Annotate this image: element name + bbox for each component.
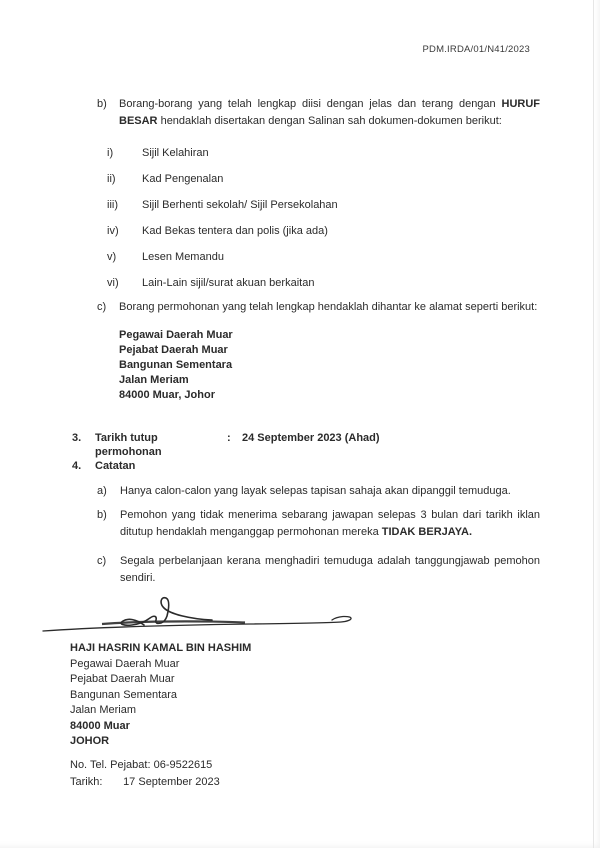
list-item: [107, 198, 540, 212]
document-list: [107, 146, 540, 302]
notes-heading: Catatan: [95, 460, 136, 472]
signatory-line: Pegawai Daerah Muar: [70, 657, 180, 670]
list-item-text: Kad Bekas tentera dan polis (jika ada): [142, 225, 328, 237]
notes-heading-row: [72, 459, 540, 473]
address-line: Pejabat Daerah Muar: [119, 344, 228, 356]
note-a: [97, 483, 540, 500]
note-a-text: Hanya calon-calon yang layak selepas tapisan sahaja akan dipanggil temuduga.: [120, 485, 511, 497]
date-line: [70, 774, 220, 791]
clause-b-text-after: hendaklah disertakan dengan Salinan sah dokumen-dokumen berikut:: [157, 115, 502, 127]
clause-b: [97, 96, 540, 130]
note-b-text-normal: Pemohon yang tidak menerima sebarang jawapan selepas 3 bulan dari tarikh iklan ditutup hendaklah menganggap permohonan mereka: [120, 509, 540, 538]
note-a-marker: a): [97, 485, 107, 497]
note-b: [97, 507, 540, 541]
closing-date-row: [72, 431, 540, 459]
signatory-line: Bangunan Sementara: [70, 688, 178, 701]
clause-b-text: [119, 96, 540, 130]
note-b-text: [120, 507, 540, 541]
reference-number: PDM.IRDA/01/N41/2023: [422, 44, 530, 55]
signatory-name: HAJI HASRIN KAMAL BIN HASHIM: [70, 642, 252, 654]
date-label: Tarikh:: [70, 776, 103, 788]
clause-c: [97, 299, 540, 403]
list-item: [107, 250, 540, 264]
item-3-marker: 3.: [72, 432, 82, 444]
list-marker: vi): [107, 277, 119, 289]
closing-date-colon: :: [227, 432, 231, 444]
list-item-text: Sijil Berhenti sekolah/ Sijil Persekolahan: [142, 199, 338, 211]
clause-c-text: Borang permohonan yang telah lengkap hendaklah dihantar ke alamat seperti berikut:: [119, 301, 538, 313]
phone-line: [70, 757, 220, 774]
footer-block: [70, 757, 220, 791]
list-marker: i): [107, 147, 114, 159]
list-item: [107, 146, 540, 160]
address-line: Jalan Meriam: [119, 374, 189, 386]
closing-date-value: 24 September 2023 (Ahad): [242, 432, 380, 444]
phone-number: 06-9522615: [153, 759, 213, 771]
list-item: [107, 172, 540, 186]
note-c: [97, 553, 540, 587]
date-value: 17 September 2023: [123, 776, 220, 788]
list-marker: iv): [107, 225, 119, 237]
note-b-text-bold: TIDAK BERJAYA.: [381, 526, 473, 538]
closing-date-label: Tarikh tutup permohonan: [95, 432, 162, 458]
list-marker: v): [107, 251, 117, 263]
address-line: Bangunan Sementara: [119, 359, 233, 371]
item-4-marker: 4.: [72, 460, 82, 472]
list-item-text: Lain-Lain sijil/surat akuan berkaitan: [142, 277, 315, 289]
signatory-line: Jalan Meriam: [70, 704, 137, 716]
mailing-address: [119, 328, 540, 403]
list-marker: iii): [107, 199, 118, 211]
list-item: [107, 224, 540, 238]
list-marker: ii): [107, 173, 116, 185]
clause-c-marker: c): [97, 301, 107, 313]
address-line: Pegawai Daerah Muar: [119, 329, 233, 341]
clause-b-text-normal: Borang-borang yang telah lengkap diisi dengan jelas dan terang dengan: [119, 98, 502, 110]
clause-b-text-bold: HURUF BESAR: [119, 98, 540, 127]
clause-b-marker: b): [97, 98, 107, 110]
signatory-block: [70, 641, 251, 750]
list-item-text: Sijil Kelahiran: [142, 147, 209, 159]
signatory-line-postcode: 84000 Muar: [70, 719, 130, 732]
address-line: 84000 Muar, Johor: [119, 389, 215, 401]
signatory-line-state: JOHOR: [70, 735, 110, 747]
note-b-marker: b): [97, 509, 107, 521]
list-item-text: Kad Pengenalan: [142, 173, 224, 185]
list-item: [107, 276, 540, 290]
signatory-line: Pejabat Daerah Muar: [70, 673, 175, 685]
phone-label: No. Tel. Pejabat:: [70, 759, 151, 771]
note-c-marker: c): [97, 555, 107, 567]
list-item-text: Lesen Memandu: [142, 251, 224, 263]
signature-scribble: [40, 594, 362, 638]
note-c-text: Segala perbelanjaan kerana menghadiri temuduga adalah tanggungjawab pemohon sendiri.: [120, 555, 540, 584]
